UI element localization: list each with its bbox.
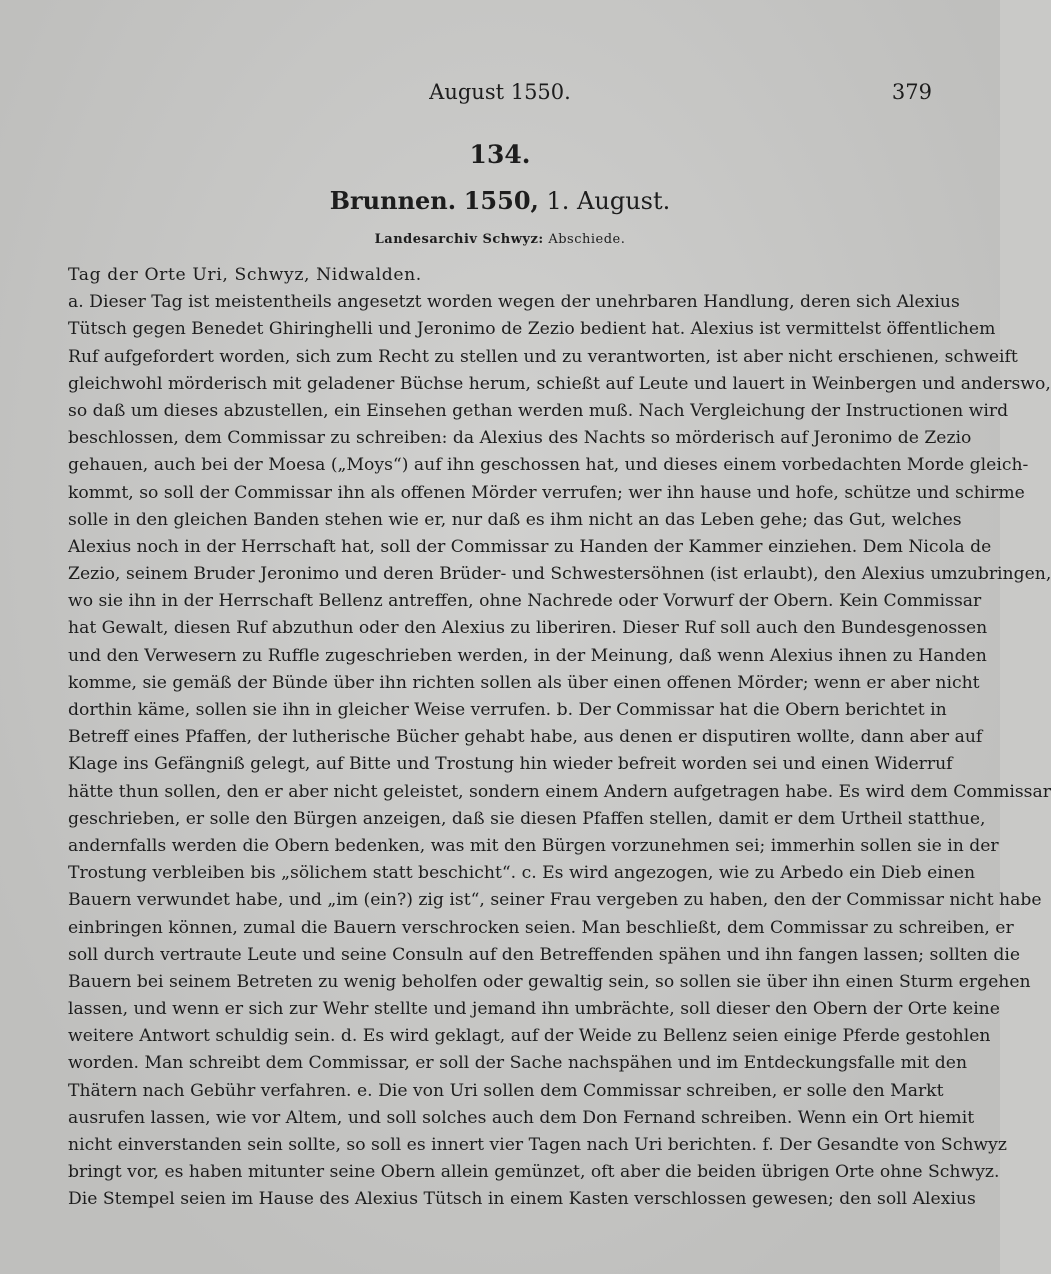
text-line: ausrufen lassen, wie vor Altem, und soll solches auch dem Don Fernand schreiben. Wenn ein Ort hiemit: [68, 1107, 975, 1128]
text-line: Thätern nach Gebühr verfahren. e. Die von Uri sollen dem Commissar schreiben, er solle den Markt: [68, 1080, 944, 1101]
text-line: hätte thun sollen, den er aber nicht geleistet, sondern einem Andern aufgetragen habe. Es wird dem Commissar: [68, 781, 1051, 802]
document-place: Brunnen.: [329, 186, 457, 215]
source-value: Abschiede.: [548, 232, 626, 247]
text-line: solle in den gleichen Banden stehen wie er, nur daß es ihm nicht an das Leben gehe; das Gut, welches: [68, 509, 962, 530]
text-line: Bauern bei seinem Betreten zu wenig beholfen oder gewaltig sein, so sollen sie über ihn einen Sturm ergehen: [68, 971, 1031, 992]
text-line: soll durch vertraute Leute und seine Consuln auf den Betreffenden spähen und ihn fangen lassen; sollten die: [68, 944, 1020, 965]
text-line: Die Stempel seien im Hause des Alexius Tütsch in einem Kasten verschlossen gewesen; den soll Alexius: [68, 1189, 976, 1210]
text-line: gleichwohl mörderisch mit geladener Büchse herum, schießt auf Leute und lauert in Weinbergen und anderswo,: [68, 373, 1051, 394]
text-line: bringt vor, es haben mitunter seine Obern allein gemünzet, oft aber die beiden übrigen Orte ohne Schwyz.: [68, 1162, 1000, 1183]
text-line: a. Dieser Tag ist meistentheils angesetzt worden wegen der unehrbaren Handlung, deren sich Alexius: [68, 292, 960, 313]
text-line: lassen, und wenn er sich zur Wehr stellte und jemand ihn umbrächte, soll dieser den Obern der Orte keine: [68, 999, 1000, 1020]
text-line: Tütsch gegen Benedet Ghiringhelli und Jeronimo de Zezio bedient hat. Alexius ist vermittelst öffentlichem: [68, 319, 996, 340]
document-heading: [0, 186, 1000, 215]
text-line: gehauen, auch bei der Moesa („Moys“) auf ihn geschossen hat, und dieses einem vorbedachten Morde gleich-: [68, 455, 1029, 476]
text-line: Ruf aufgefordert worden, sich zum Recht zu stellen und zu verantworten, ist aber nicht erschienen, schweift: [68, 346, 1018, 367]
text-line: nicht einverstanden sein sollte, so soll es innert vier Tagen nach Uri berichten. f. Der Gesandte von Schwyz: [68, 1135, 1007, 1155]
page-number: 379: [891, 80, 932, 104]
text-line: geschrieben, er solle den Bürgen anzeigen, daß sie diesen Pfaffen stellen, damit er dem Urtheil statthue,: [68, 808, 986, 829]
text-line: komme, sie gemäß der Bünde über ihn richten sollen als über einen offenen Mörder; wenn er aber nicht: [68, 672, 980, 693]
text-line: hat Gewalt, diesen Ruf abzuthun oder den Alexius zu liberiren. Dieser Ruf soll auch den Bundesgenossen: [68, 618, 988, 639]
text-line: so daß um dieses abzustellen, ein Einsehen gethan werden muß. Nach Vergleichung der Instructionen wird: [68, 400, 1009, 421]
source-label: Landesarchiv Schwyz:: [374, 232, 544, 247]
text-line: Klage ins Gefängniß gelegt, auf Bitte und Trostung hin wieder befreit worden sei und einen Widerruf: [68, 754, 953, 775]
text-line: Betreff eines Pfaffen, der lutherische Bücher gehabt habe, aus denen er disputiren wollte, dann aber auf: [68, 727, 983, 748]
text-line: beschlossen, dem Commissar zu schreiben: da Alexius des Nachts so mörderisch auf Jeronimo de Zezio: [68, 428, 972, 449]
document-number: 134.: [469, 140, 531, 169]
text-line: worden. Man schreibt dem Commissar, er soll der Sache nachspähen und im Entdeckungsfalle mit den: [68, 1053, 968, 1074]
text-line: dorthin käme, sollen sie ihn in gleicher Weise verrufen. b. Der Commissar hat die Obern berichtet in: [68, 700, 947, 720]
text-line: Tag der Orte Uri, Schwyz, Nidwalden.: [68, 265, 422, 285]
text-line: weitere Antwort schuldig sein. d. Es wird geklagt, auf der Weide zu Bellenz seien einige Pferde gestohlen: [68, 1026, 991, 1047]
running-title: August 1550.: [429, 80, 571, 104]
text-line: einbringen können, zumal die Bauern verschrocken seien. Man beschließt, dem Commissar zu schreiben, er: [68, 917, 1014, 938]
text-line: andernfalls werden die Obern bedenken, was mit den Bürgen vorzunehmen sei; immerhin sollen sie in der: [68, 835, 999, 856]
text-line: kommt, so soll der Commissar ihn als offenen Mörder verrufen; wer ihn hause und hofe, schütze und schirme: [68, 482, 1025, 503]
text-line: und den Verwesern zu Ruffle zugeschrieben werden, in der Meinung, daß wenn Alexius ihnen zu Handen: [68, 645, 987, 666]
document-date: 1. August.: [546, 187, 671, 215]
document-year: 1550,: [463, 186, 539, 215]
text-line: Zezio, seinem Bruder Jeronimo und deren Brüder- und Schwestersöhnen (ist erlaubt), den Alexius umzubringen,: [68, 564, 1051, 585]
body-text: [68, 262, 1051, 1214]
text-line: Alexius noch in der Herrschaft hat, soll der Commissar zu Handen der Kammer einziehen. Dem Nicola de: [68, 536, 992, 557]
source-reference: [0, 232, 1000, 247]
text-line: Trostung verbleiben bis „sölichem statt beschicht“. c. Es wird angezogen, wie zu Arbedo ein Dieb einen: [68, 863, 976, 884]
text-line: Bauern verwundet habe, und „im (ein?) zig ist“, seiner Frau vergeben zu haben, den der Commissar nicht habe: [68, 890, 1042, 911]
text-line: wo sie ihn in der Herrschaft Bellenz antreffen, ohne Nachrede oder Vorwurf der Obern. Kein Commissar: [68, 591, 982, 612]
running-head: [68, 80, 932, 112]
